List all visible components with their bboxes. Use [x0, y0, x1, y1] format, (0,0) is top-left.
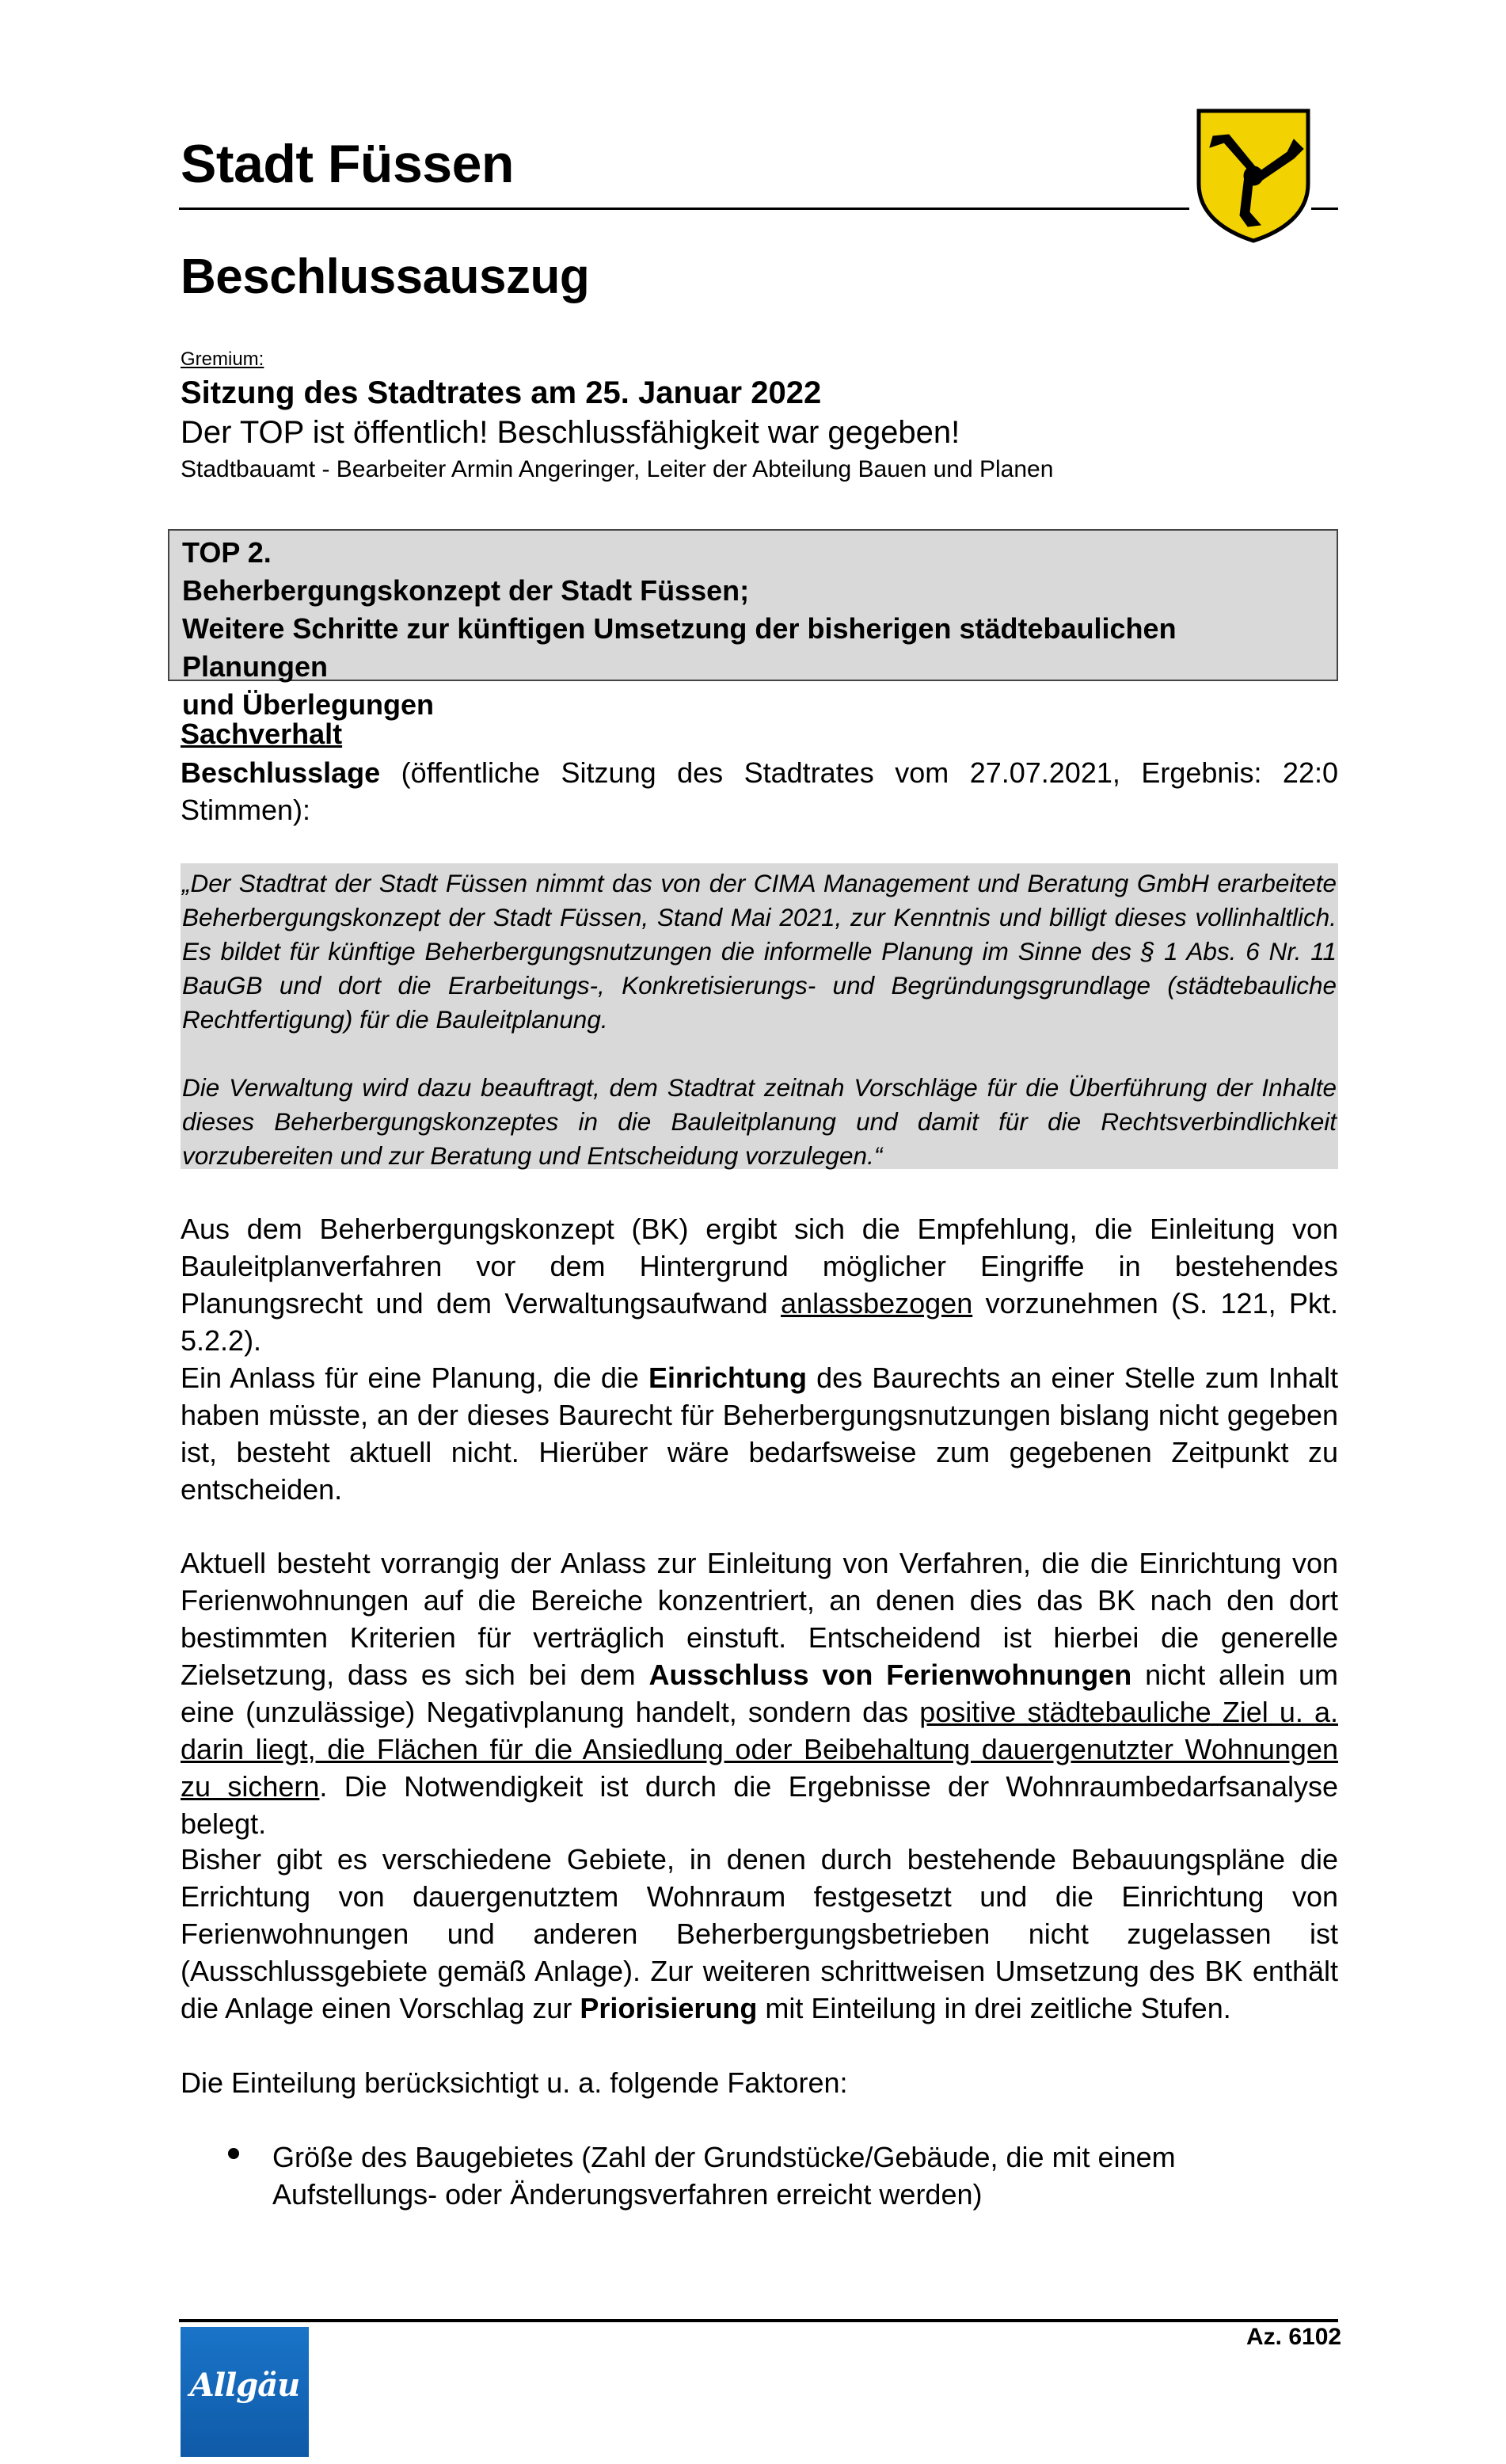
paragraph-2-text-a: Ein Anlass für eine Planung, die die: [181, 1361, 649, 1394]
beschlusslage-label: Beschlusslage: [181, 756, 381, 789]
paragraph-2-bold: Einrichtung: [648, 1361, 808, 1394]
paragraph-3-underlined: positive städtebauliche Ziel u. a. darin liegt, die Flächen für die Ansiedlung oder Beibehaltung dauergenutzter Wohnungen zu sichern: [181, 1696, 1338, 1803]
gremium-label: Gremium:: [181, 348, 264, 370]
paragraph-1-underlined: anlassbezogen: [781, 1287, 973, 1320]
sachverhalt-heading: Sachverhalt: [181, 718, 343, 750]
paragraph-1-text-b: vorzunehmen (S. 121, Pkt. 5.2.2).: [181, 1287, 1338, 1357]
header-divider-end: [1311, 208, 1338, 210]
paragraph-3: [181, 1544, 1338, 1842]
paragraph-3-text-a: Aktuell besteht vorrangig der Anlass zur Einleitung von Verfahren, die die Einrichtung von Ferienwohnungen auf die Bereiche konzentriert, an denen dies das BK nach den dort bestimmten Kriterien für verträglich einstuft. Entscheidend ist hierbei die generelle Zielsetzung, dass es sich bei dem: [181, 1547, 1338, 1691]
allgaeu-logo-text: Allgäu: [189, 2367, 300, 2404]
file-reference: Az. 6102: [1246, 2324, 1342, 2350]
document-title: Beschlussauszug: [181, 249, 590, 304]
beschlusslage-text: (öffentliche Sitzung des Stadtrates vom 27.07.2021, Ergebnis: 22:0 Stimmen):: [181, 756, 1338, 826]
paragraph-4-text-b: mit Einteilung in drei zeitliche Stufen.: [757, 1992, 1231, 2024]
agenda-item-box: [168, 529, 1338, 721]
paragraph-4: [181, 1841, 1338, 2027]
list-item-text: Größe des Baugebietes (Zahl der Grundstücke/Gebäude, die mit einem Aufstellungs- oder Änderungsverfahren erreicht werden): [272, 2141, 1176, 2211]
resolution-quote-paragraph-2: Die Verwaltung wird dazu beauftragt, dem Stadtrat zeitnah Vorschläge für die Überführung der Inhalte dieses Beherbergungskonzeptes in die Bauleitplanung und damit für die Rechtsverbindlichkeit vorzubereiten und zur Beratung und Entscheidung vorzulegen.“: [182, 1073, 1337, 1170]
paragraph-1: [181, 1210, 1338, 1359]
paragraph-2-text-b: des Baurechts an einer Stelle zum Inhalt haben müsste, an der dieses Baurecht für Beherbergungsnutzungen bislang nicht gegeben ist, besteht aktuell nicht. Hierüber wäre bedarfsweise zum gegebenen Zeitpunkt zu entscheiden.: [181, 1361, 1338, 1506]
agenda-item-title-line3: und Überlegungen: [182, 688, 434, 721]
bullet-icon: [228, 2148, 239, 2159]
author-line: Stadtbauamt - Bearbeiter Armin Angeringer, Leiter der Abteilung Bauen und Planen: [181, 456, 1054, 482]
paragraph-3-text-b: nicht allein um eine (unzulässige) Negativplanung handelt, sondern das: [181, 1659, 1338, 1728]
paragraph-5: Die Einteilung berücksichtigt u. a. folgende Faktoren:: [181, 2066, 848, 2099]
footer-divider: [179, 2319, 1338, 2322]
agenda-item-number: TOP 2.: [182, 536, 272, 569]
beschlusslage-paragraph: [181, 754, 1338, 828]
city-name-heading: Stadt Füssen: [181, 134, 514, 194]
stadt-fuessen-crest-icon: [1194, 108, 1313, 244]
resolution-quote-paragraph-1: „Der Stadtrat der Stadt Füssen nimmt das von der CIMA Management und Beratung GmbH erarbeitete Beherbergungskonzept der Stadt Füssen, Stand Mai 2021, zur Kenntnis und billigt dieses vollinhaltlich. Es bildet für künftige Beherbergungsnutzungen die informelle Planung im Sinne des § 1 Abs. 6 Nr. 11 BauGB und dort die Erarbeitungs-, Konkretisierungs- und Begründungsgrundlage (städtebauliche Rechtfertigung) für die Bauleitplanung.: [182, 869, 1337, 1034]
paragraph-3-text-c: . Die Notwendigkeit ist durch die Ergebnisse der Wohnraumbedarfsanalyse belegt.: [181, 1770, 1338, 1840]
paragraph-4-bold: Priorisierung: [580, 1992, 758, 2024]
session-title: Sitzung des Stadtrates am 25. Januar 2022: [181, 375, 822, 410]
agenda-item-title-line2: Weitere Schritte zur künftigen Umsetzung der bisherigen städtebaulichen Planungen: [182, 612, 1177, 683]
allgaeu-brand-logo: [181, 2327, 309, 2457]
header-divider: [179, 208, 1189, 210]
paragraph-1-text-a: Aus dem Beherbergungskonzept (BK) ergibt sich die Empfehlung, die Einleitung von Bauleitplanverfahren vor dem Hintergrund möglicher Eingriffe in bestehendes Planungsrecht und dem Verwaltungsaufwand: [181, 1213, 1338, 1320]
paragraph-4-text-a: Bisher gibt es verschiedene Gebiete, in denen durch bestehende Bebauungspläne die Errichtung von dauergenutztem Wohnraum festgesetzt und die Einrichtung von Ferienwohnungen und anderen Beherbergungsbetrieben nicht zugelassen ist (Ausschlussgebiete gemäß Anlage). Zur weiteren schrittweisen Umsetzung des BK enthält die Anlage einen Vorschlag zur: [181, 1843, 1338, 2024]
public-note: Der TOP ist öffentlich! Beschlussfähigkeit war gegeben!: [181, 415, 960, 450]
paragraph-3-bold: Ausschluss von Ferienwohnungen: [648, 1659, 1132, 1691]
agenda-item-title-line1: Beherbergungskonzept der Stadt Füssen;: [182, 574, 750, 607]
resolution-quote-box: [181, 863, 1338, 1169]
paragraph-2: [181, 1359, 1338, 1508]
